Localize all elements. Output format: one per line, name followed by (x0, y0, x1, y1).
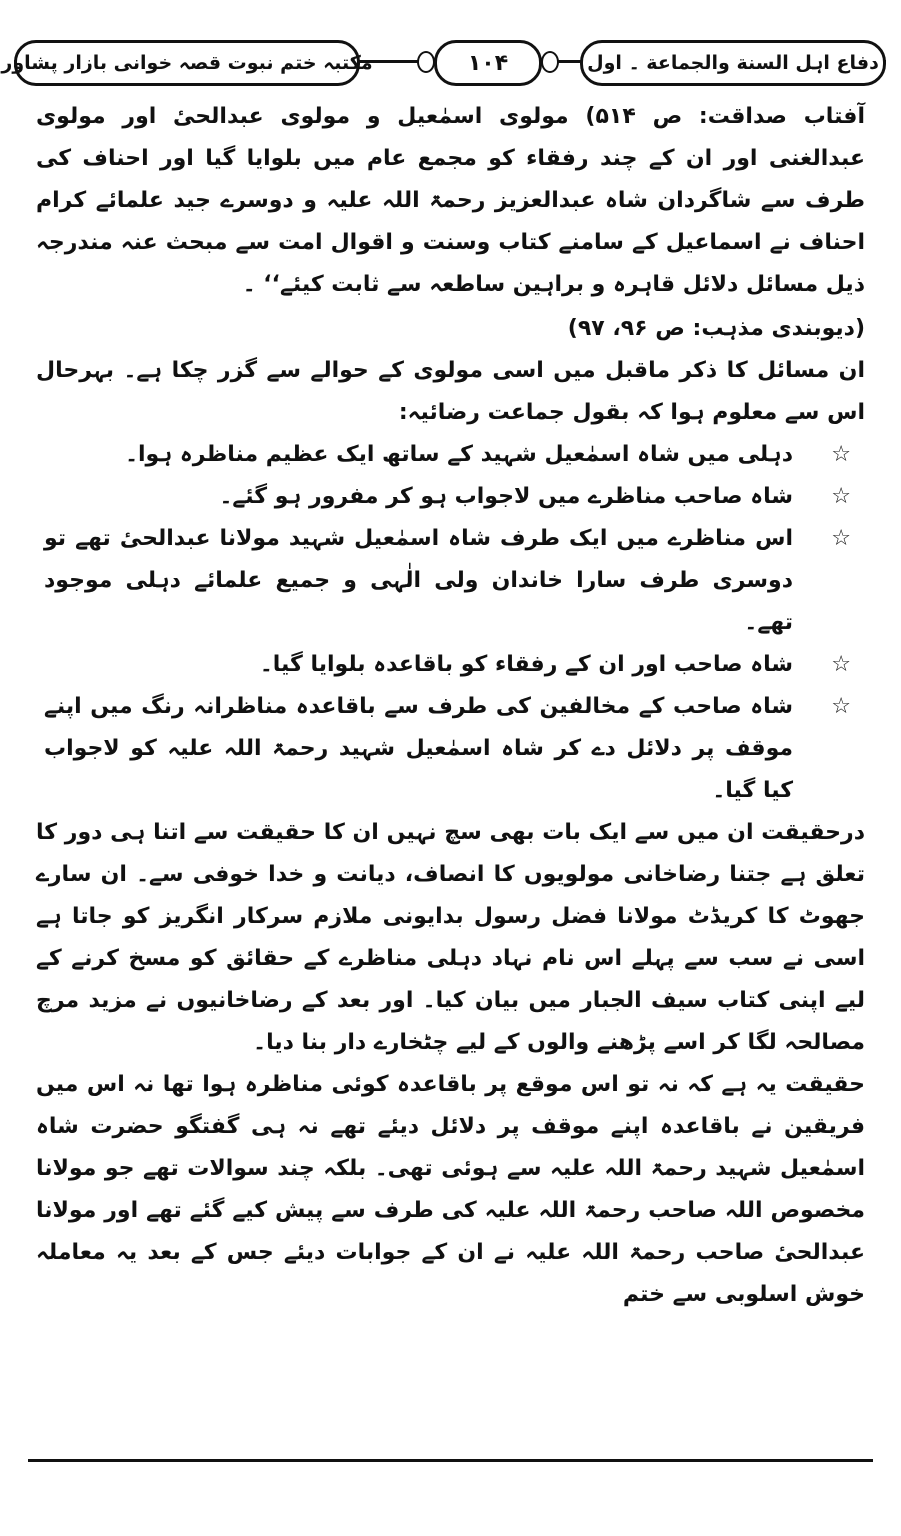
quote-reference: (دیوبندی مذہب: ص ۹۶، ۹۷) (567, 316, 865, 341)
footer-rule (28, 1459, 873, 1462)
star-icon: ☆ (831, 442, 851, 467)
publisher-label: مکتبہ ختم نبوت قصہ خوانی بازار پشاور (14, 40, 360, 86)
paragraph-quote: آفتاب صداقت: ص ۵۱۴) مولوی اسمٰعیل و مولوی عبدالحیٔ اور مولوی عبدالغنی اور ان کے چند رفقاء کو مجمع عام میں بلوایا گیا اور احناف کی طرف سے شاگردان شاہ عبدالعزیز رحمۃ اللہ علیہ و دوسرے جید علمائے کرام احناف نے اسماعیل کے سامنے کتاب وسنت و اقوال امت سے مبحث عنہ مندرجہ ذیل مسائل دلائل قاہرہ و براہین ساطعہ سے ثابت کیئے‘‘ ۔ (36, 104, 865, 297)
page-number: ۱۰۴ (434, 40, 542, 86)
paragraph-summary: ان مسائل کا ذکر ماقبل میں اسی مولوی کے حوالے سے گزر چکا ہے۔ بہرحال اس سے معلوم ہوا کہ بقول جماعت رضائیہ: (36, 358, 865, 425)
list-item (36, 686, 865, 812)
claims-list (36, 434, 865, 812)
list-item-text: شاہ صاحب مناظرے میں لاجواب ہو کر مفرور ہو گئے۔ (219, 484, 793, 509)
list-item-text: شاہ صاحب کے مخالفین کی طرف سے باقاعدہ مناظرانہ رنگ میں اپنے موقف پر دلائل دے کر شاہ اسمٰعیل شہید رحمۃ اللہ علیہ کو لاجواب کیا گیا۔ (44, 694, 793, 803)
list-item-text: شاہ صاحب اور ان کے رفقاء کو باقاعدہ بلوایا گیا۔ (259, 652, 793, 677)
paragraph-reality: حقیقت یہ ہے کہ نہ تو اس موقع پر باقاعدہ کوئی مناظرہ ہوا تھا نہ اس میں فریقین نے باقاعدہ اپنے موقف پر دلائل دیئے تھے نہ ہی گفتگو حضرت شاہ اسمٰعیل شہید رحمۃ اللہ علیہ سے ہوئی تھی۔ بلکہ چند سوالات تھے جو مولانا مخصوص اللہ صاحب رحمۃ اللہ علیہ کی طرف سے پیش کیے گئے تھے اور مولانا عبدالحیٔ صاحب رحمۃ اللہ علیہ نے ان کے جوابات دیئے جس کے بعد یہ معاملہ خوش اسلوبی سے ختم (36, 1072, 865, 1307)
list-item (36, 644, 865, 686)
star-icon: ☆ (831, 652, 851, 677)
list-item (36, 434, 865, 476)
book-title: دفاع اہل السنة والجماعة ۔ اول (580, 40, 886, 86)
list-item (36, 476, 865, 518)
star-icon: ☆ (831, 484, 851, 509)
list-item (36, 518, 865, 644)
star-icon: ☆ (831, 694, 851, 719)
page-header (1, 34, 886, 90)
page-body (36, 96, 865, 1316)
list-item-text: اس مناظرے میں ایک طرف شاہ اسمٰعیل شہید مولانا عبدالحیٔ تھے تو دوسری طرف سارا خاندان ولی الٰہی و جمیع علمائے دہلی موجود تھے۔ (44, 526, 793, 635)
list-item-text: دہلی میں شاہ اسمٰعیل شہید کے ساتھ ایک عظیم مناظرہ ہوا۔ (125, 442, 793, 467)
star-icon: ☆ (831, 526, 851, 551)
paragraph-rebuttal: درحقیقت ان میں سے ایک بات بھی سچ نہیں ان کا حقیقت سے اتنا ہی دور کا تعلق ہے جتنا رضاخانی مولویوں کا انصاف، دیانت و خدا خوفی سے۔ ان سارے جھوٹ کا کریڈٹ مولانا فضل رسول بدایونی ملازم سرکار انگریز کو جاتا ہے اسی نے سب سے پہلے اس نام نہاد دہلی مناظرے کے حقائق کو مسخ کرنے کے لیے اپنی کتاب سیف الجبار میں بیان کیا۔ اور بعد کے رضاخانیوں نے مزید مرچ مصالحہ لگا کر اسے پڑھنے والوں کے لیے چٹخارے دار بنا دیا۔ (36, 820, 865, 1055)
